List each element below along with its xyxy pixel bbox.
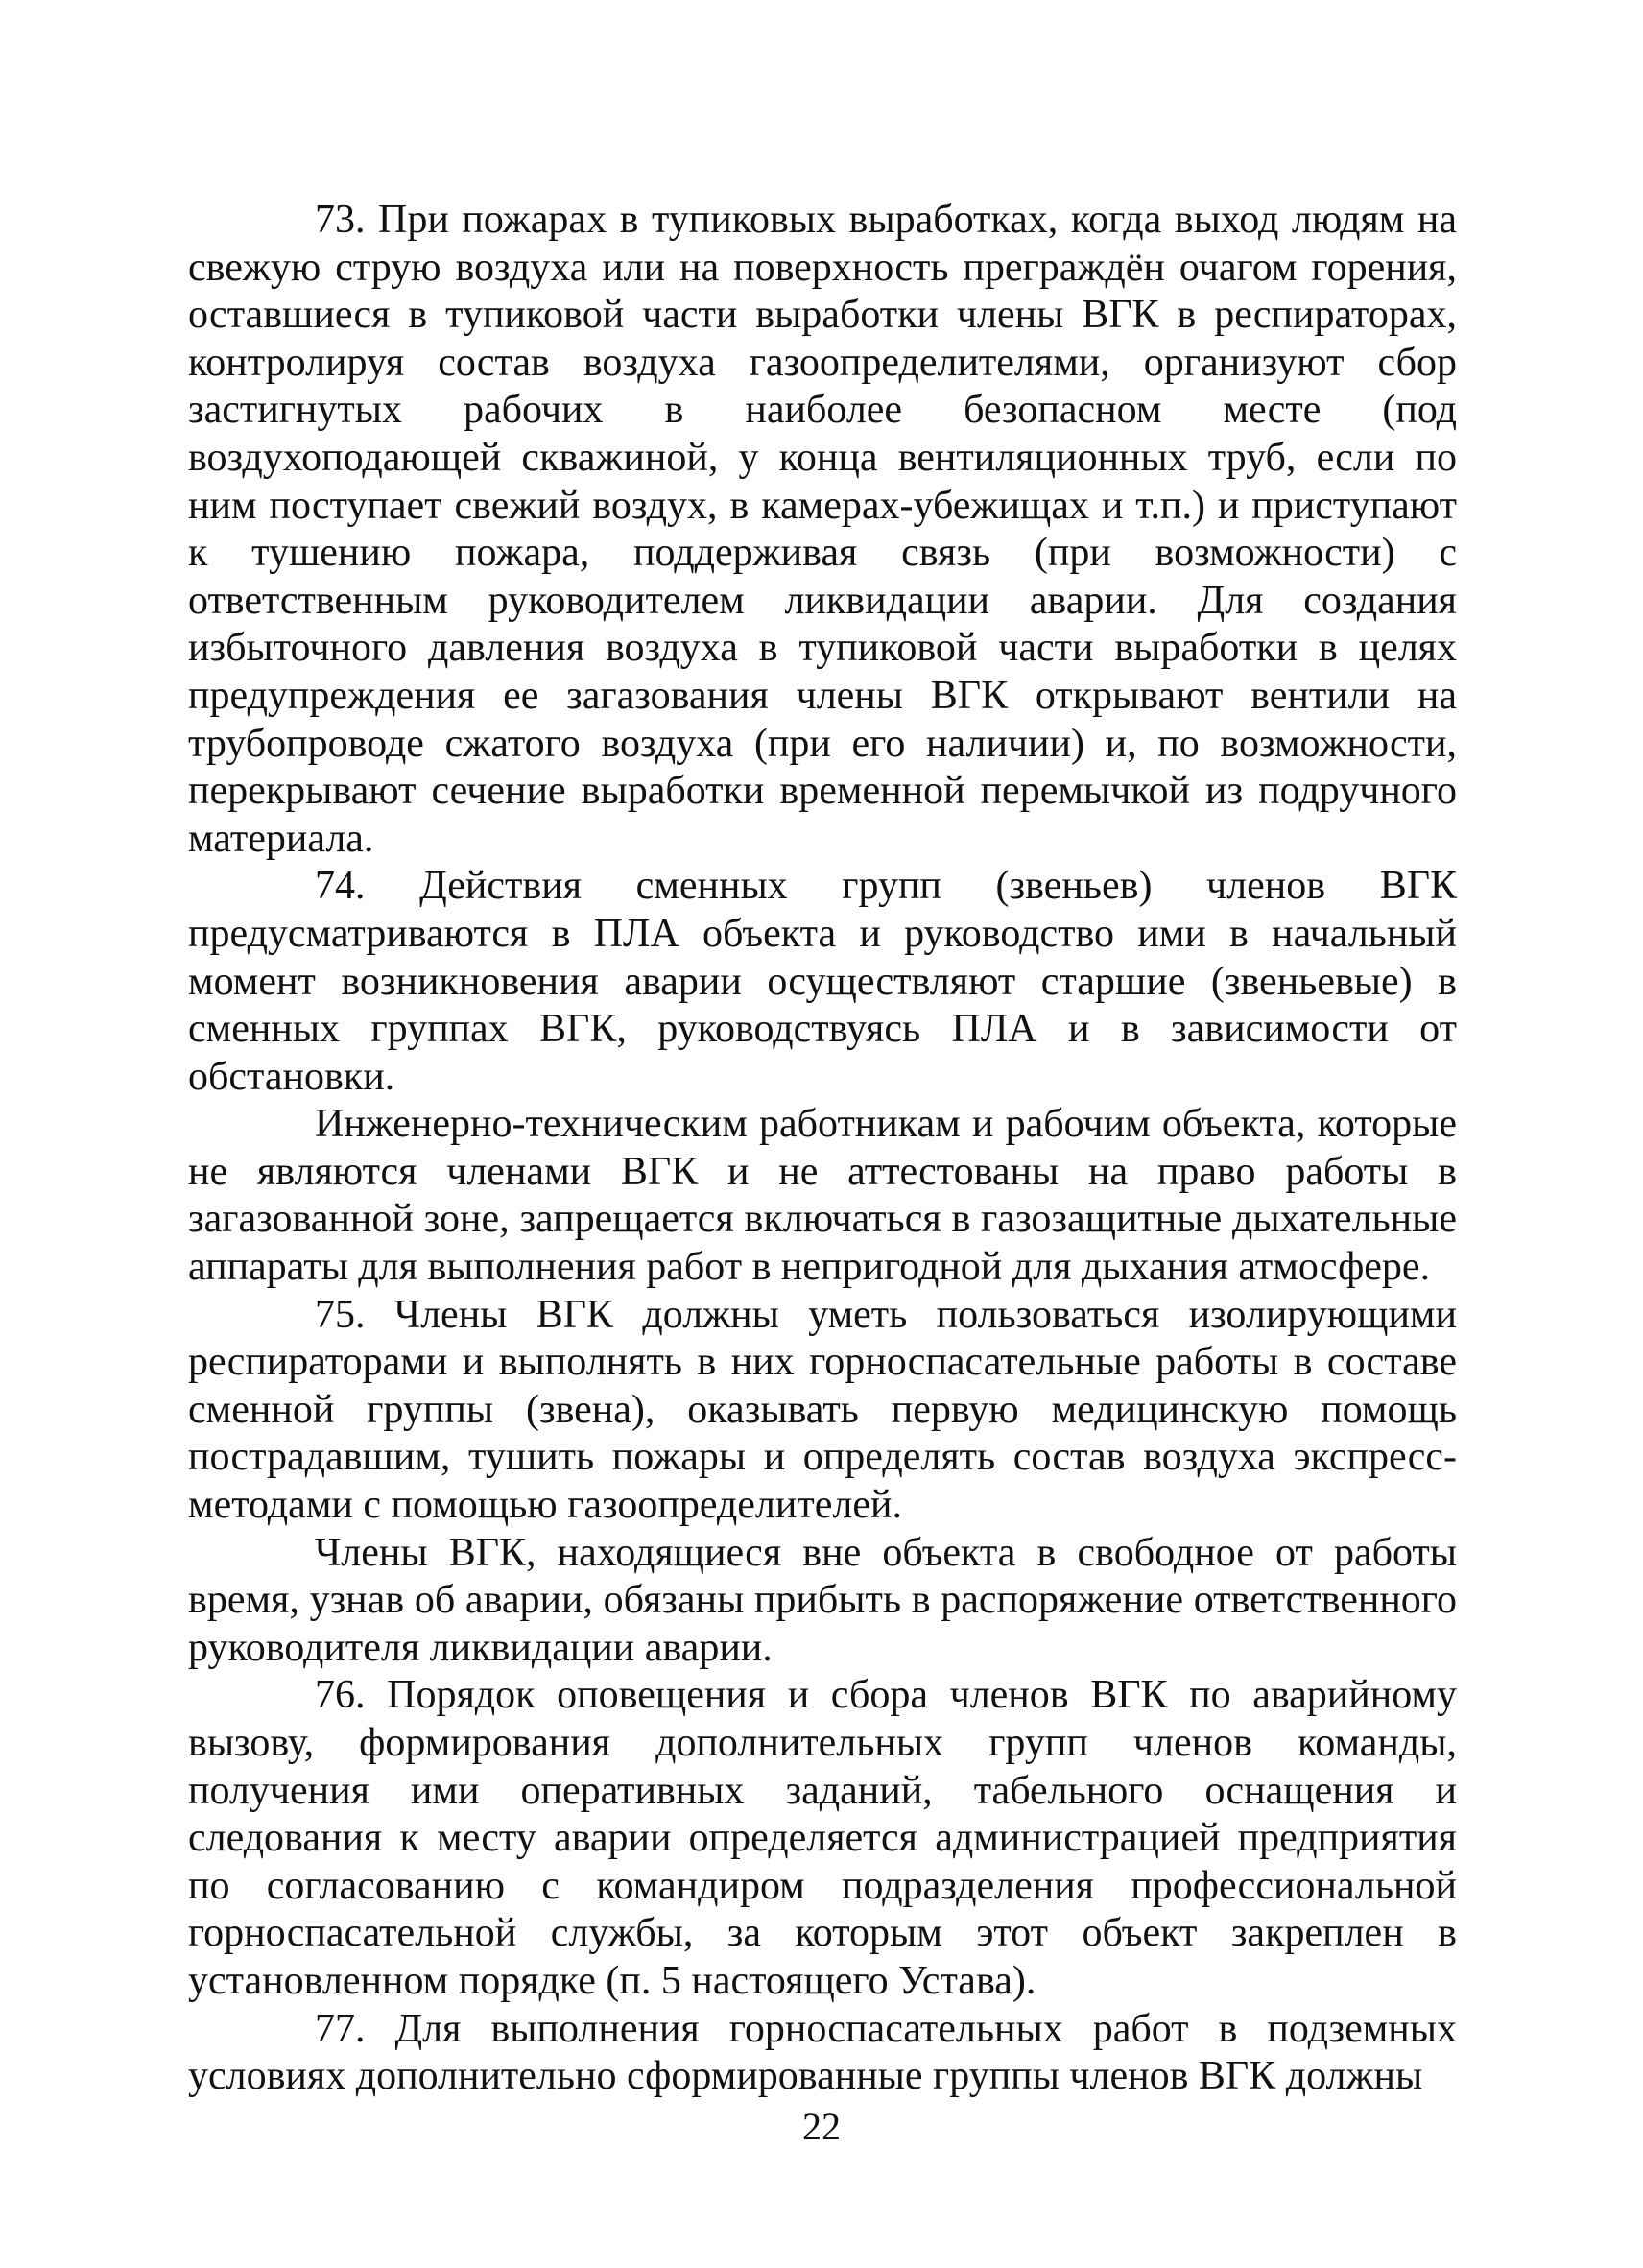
body-text [188,197,1457,2101]
paragraph-76: 76. Порядок оповещения и сбора членов ВГК по аварийному вызову, формирования дополнительных групп членов команды, получения ими оперативных заданий, табельного оснащения и следования к месту аварии определяется администрацией предприятия по согласованию с командиром подразделения профессиональной горноспасательной службы, за которым этот объект закреплен в установленном порядке (п. 5 настоящего Устава). [188,1673,1457,2003]
paragraph-77: 77. Для выполнения горноспасательных работ в подземных условиях дополнительно сформированные группы членов ВГК должны [188,2006,1457,2099]
paragraph-74: 74. Действия сменных групп (звеньев) членов ВГК предусматриваются в ПЛА объекта и руководство ими в начальный момент возникновения аварии осуществляют старшие (звеньевые) в сменных группах ВГК, руководствуясь ПЛА и в зависимости от обстановки. [188,864,1457,1099]
page-number: 22 [802,2105,841,2148]
paragraph-74-note: Инженерно-техническим работникам и рабочим объекта, которые не являются членами ВГК и не аттестованы на право работы в загазованной зоне, запрещается включаться в газозащитные дыхательные аппараты для выполнения работ в непригодной для дыхания атмосфере. [188,1102,1457,1290]
paragraph-75-note: Члены ВГК, находящиеся вне объекта в свободное от работы время, узнав об аварии, обязаны прибыть в распоряжение ответственного руководителя ликвидации аварии. [188,1530,1457,1670]
paragraph-73: 73. При пожарах в тупиковых выработках, когда выход людям на свежую струю воздуха или на поверхность преграждён очагом горения, оставшиеся в тупиковой части выработки члены ВГК в респираторах, контролируя состав воздуха газоопределителями, организуют сбор застигнутых рабочих в наиболее безопасном месте (под воздухоподающей скважиной, у конца вентиляционных труб, если по ним поступает свежий воздух, в камерах-убежищах и т.п.) и приступают к тушению пожара, поддерживая связь (при возможности) с ответственным руководителем ликвидации аварии. Для создания избыточного давления воздуха в тупиковой части выработки в целях предупреждения ее загазования члены ВГК открывают вентили на трубопроводе сжатого воздуха (при его наличии) и, по возможности, перекрывают сечение выработки временной перемычкой из подручного материала. [188,198,1457,861]
paragraph-75: 75. Члены ВГК должны уметь пользоваться изолирующими респираторами и выполнять в них горноспасательные работы в составе сменной группы (звена), оказывать первую медицинскую помощь пострадавшим, тушить пожары и определять состав воздуха экспресс-методами с помощью газоопределителей. [188,1292,1457,1528]
